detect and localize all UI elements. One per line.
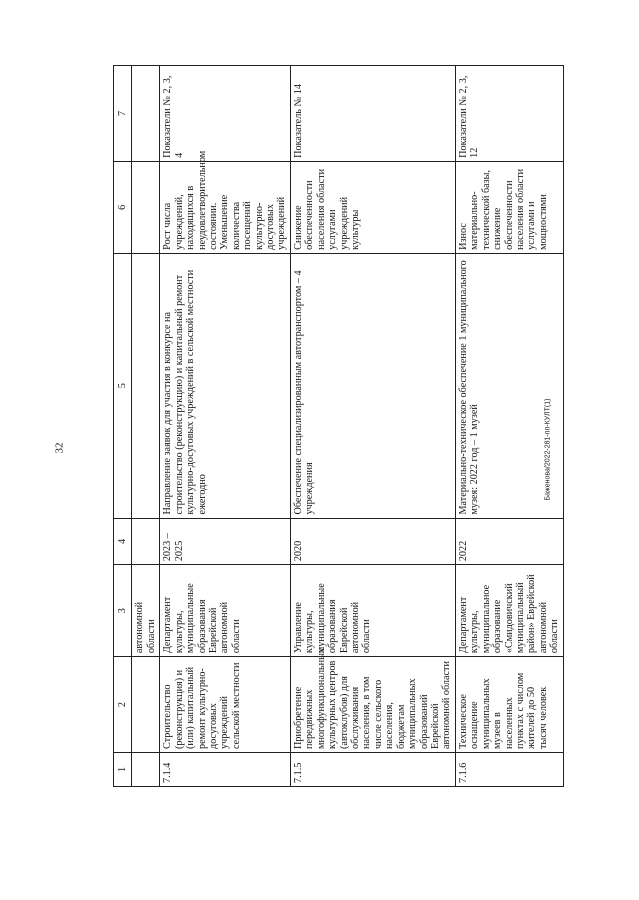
consequence: Износ материально-технической базы, снижение обеспеченности населения области услугами и мощностями bbox=[455, 161, 563, 253]
consequence: Снижение обеспеченности населения области услугами учреждений культуры bbox=[290, 161, 455, 253]
header-cell: 2 bbox=[114, 657, 132, 753]
table-row bbox=[455, 66, 563, 787]
term: 2023 – 2025 bbox=[160, 518, 291, 565]
row-number: 7.1.5 bbox=[290, 752, 455, 786]
table-header-row bbox=[114, 66, 132, 787]
header-cell: 6 bbox=[114, 161, 132, 253]
continuation-text: автономной области bbox=[132, 565, 160, 657]
continuation-row bbox=[132, 66, 160, 787]
measure-name: Строительство (реконструкция) и (или) капитальный ремонт культурно-досуговых учреждений сельской местности bbox=[160, 657, 291, 753]
table-row bbox=[290, 66, 455, 787]
expected-result: Направление заявок для участия в конкурсе на строительство (реконструкцию) и капитальный ремонт культурно-досуговых учреждений в сельской местности ежегодно bbox=[160, 253, 291, 518]
row-number: 7.1.6 bbox=[455, 752, 563, 786]
row-number: 7.1.4 bbox=[160, 752, 291, 786]
expected-result: Обеспечение специализированным автотранспортом – 4 учреждения bbox=[290, 253, 455, 518]
executor: Департамент культуры, муниципальное образование «Смидовичский муниципальный район» Еврейской автономной области bbox=[455, 565, 563, 657]
header-cell: 4 bbox=[114, 518, 132, 565]
executor: Управление культуры, муниципальные образования Еврейской автономной области bbox=[290, 565, 455, 657]
expected-result: Материально-техническое обеспечение 1 муниципального музея: 2022 год – 1 музей bbox=[455, 253, 563, 518]
header-cell: 3 bbox=[114, 565, 132, 657]
indicators: Показатель № 14 bbox=[290, 66, 455, 162]
measure-name: Техническое оснащение муниципальных музеев в населенных пунктах с числом жителей до 50 тысяч человек bbox=[455, 657, 563, 753]
header-cell: 1 bbox=[114, 752, 132, 786]
term: 2022 bbox=[455, 518, 563, 565]
consequence: Рост числа учреждений, находящихся в неудовлетворительном состоянии. Уменьшение количества посещений культурно-досуговых учреждений bbox=[160, 161, 291, 253]
executor: Департамент культуры, муниципальные образования Еврейской автономной области bbox=[160, 565, 291, 657]
page-number: 32 bbox=[53, 442, 66, 454]
header-cell: 5 bbox=[114, 253, 132, 518]
term: 2020 bbox=[290, 518, 455, 565]
table-row bbox=[160, 66, 291, 787]
indicators: Показатели № 2, 3, 12 bbox=[455, 66, 563, 162]
indicators: Показатели № 2, 3, 4 bbox=[160, 66, 291, 162]
measure-name: Приобретение передвижных многофункциональных культурных центров (автоклубов) для обслуживания населения, в том числе сельского населения, бюджетам муниципальных образований Еврейской автономной области bbox=[290, 657, 455, 753]
measures-table bbox=[113, 65, 564, 787]
header-cell: 7 bbox=[114, 66, 132, 162]
document-code: Баженова/2022-281-пп-КУЛТ(1) bbox=[544, 398, 552, 501]
